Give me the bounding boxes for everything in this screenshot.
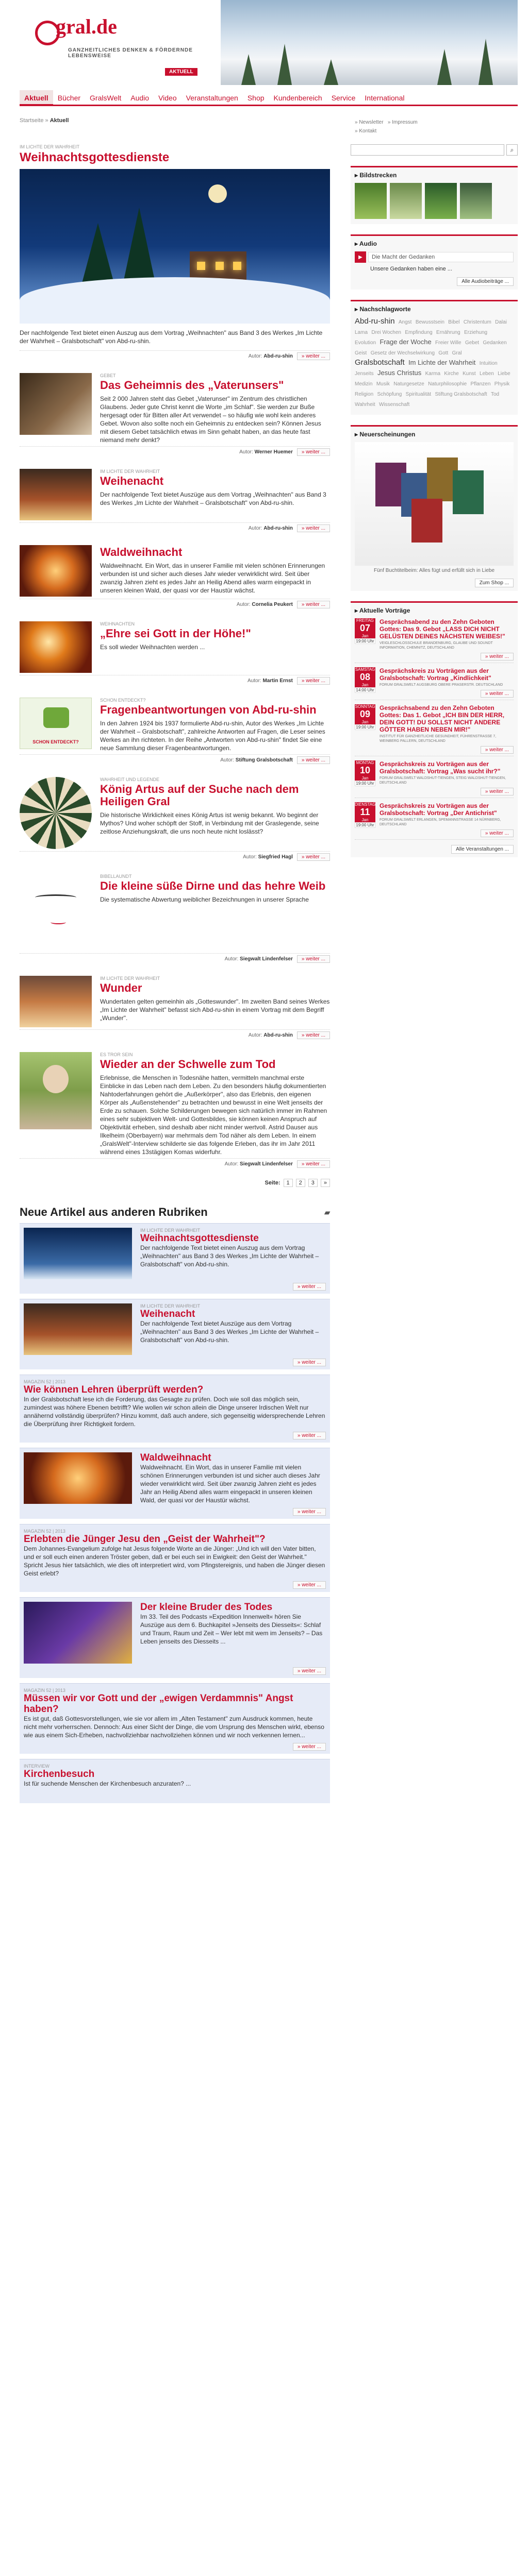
- audio-box: [351, 234, 518, 290]
- events-more-button[interactable]: Alle Veranstaltungen ...: [451, 845, 514, 854]
- tag-link[interactable]: Jenseits: [355, 371, 374, 377]
- tag-link[interactable]: Christentum: [463, 319, 491, 325]
- event-place: FORUM GRALSWELT AUGSBURG OBERE PRASERSTR. DEUTSCHLAND: [380, 683, 503, 687]
- tag-link[interactable]: Naturgesetze: [393, 381, 424, 387]
- tag-link[interactable]: Erziehung: [464, 330, 488, 335]
- article-weiter-button[interactable]: » weiter ...: [297, 1031, 330, 1039]
- article-author-bar: [20, 522, 330, 534]
- tag-link[interactable]: Bibel: [448, 319, 460, 325]
- event-title[interactable]: Gesprächskreis zu Vorträgen aus der Gralsbotschaft: Vortrag „Der Antichrist": [380, 802, 497, 817]
- article-author-bar: [20, 446, 330, 457]
- news-text: Der nachfolgende Text bietet einen Auszug aus dem Vortrag „Weihnachten" aus Band 3 des Werkes „Im Lichte der Wahrheit – Gralsbotschaft" von Abd-ru-shin.: [140, 1244, 319, 1268]
- article-weiter-button[interactable]: » weiter ...: [297, 601, 330, 608]
- tag-link[interactable]: Frage der Woche: [380, 338, 432, 346]
- fir-tree-icon: [81, 223, 114, 285]
- books-image[interactable]: [355, 442, 514, 566]
- news-title[interactable]: Erlebten die Jünger Jesu den „Geist der Wahrheit"?: [24, 1534, 266, 1545]
- news-weiter-button[interactable]: » weiter ...: [293, 1359, 326, 1366]
- article-item: [20, 621, 330, 673]
- books-more-button[interactable]: Zum Shop ...: [475, 579, 514, 587]
- article-weiter-button[interactable]: » weiter ...: [297, 448, 330, 456]
- tag-link[interactable]: Musik: [376, 381, 390, 387]
- news-item: [20, 1448, 330, 1519]
- nav-item-audio[interactable]: Audio: [130, 93, 150, 102]
- nav-item-shop[interactable]: Shop: [247, 93, 265, 102]
- tag-link[interactable]: Gralsbotschaft: [355, 358, 405, 367]
- tag-link[interactable]: Im Lichte der Wahrheit: [408, 359, 476, 366]
- logo[interactable]: [20, 0, 221, 85]
- event-title[interactable]: Gesprächskreis zu Vorträgen aus der Gralsbotschaft: Vortrag „Kindlichkeit": [380, 667, 491, 682]
- tag-link[interactable]: Geist: [355, 350, 367, 356]
- lips-sketch-icon: [51, 920, 66, 924]
- hero-weiter-button[interactable]: » weiter ...: [297, 352, 330, 360]
- header-banner-image: [221, 0, 518, 85]
- news-item: [20, 1524, 330, 1592]
- tags-heading: ▸ Nachschlagworte: [355, 306, 411, 313]
- portrait-face: [43, 1065, 69, 1093]
- pagination: [20, 1179, 330, 1187]
- breadcrumb-start[interactable]: Startseite: [20, 117, 44, 124]
- hero-image[interactable]: [20, 169, 330, 324]
- article-author-bar: [20, 1029, 330, 1041]
- article-author-bar: [20, 599, 330, 610]
- tag-cloud: [355, 317, 514, 410]
- article-thumbnail[interactable]: SCHON ENTDECKT?: [20, 698, 92, 749]
- book-cover: [411, 499, 442, 543]
- article-author: Autor: Werner Huemer: [239, 449, 293, 455]
- search-icon: ⌕: [510, 146, 514, 154]
- article-item: [20, 373, 330, 444]
- tag-link[interactable]: Angst: [398, 319, 412, 325]
- article-text: Waldweihnacht. Ein Wort, das in unserer Familie mit vielen schönen Erinnerungen verbunden ist und sicher auch dieses Jahr wieder verwirklicht wird. Seit über zwanzig Jahren zieht es jedes Jahr an Heilig Abend alles warm eingepackt in unseren kleinen Wald, der quasi vor der Haustür wächst.: [100, 562, 325, 594]
- article-text: Erlebnisse, die Menschen in Todesnähe hatten, vermitteln manchmal erste Einblicke in das Leben nach dem Leben. Zu den besonders häufig dokumentierten Nahtoderfahrungen gehört die „Außerkörper", also das Erlebnis, den eigenen Körper als „Außenstehender" zu betrachten und bewusst in eine Welt jenseits der Erde zu schauen. Solche Schilderungen bewegen sich natürlich immer im Rahmen eines sehr subjektiven Welt- und Gottesbildes, sie können keinen Anspruch auf Objektivität erheben, sind deshalb aber nicht minder wertvoll. Astrid Dauser aus Ilkelheim (Oberbayern) war mehrmals dem Tod näher als dem Leben. In einem „GralsWelt"-Interview schilderte sie das folgende Erleben, das ihr im Jahr 2011 während eines 13stägigen Komas widerfuhr.: [100, 1074, 327, 1156]
- news-item: [20, 1223, 330, 1294]
- nav-item-aktuell[interactable]: Aktuell: [20, 90, 53, 106]
- article-thumbnail[interactable]: [20, 976, 92, 1027]
- search-form: [351, 144, 518, 156]
- article-weiter-button[interactable]: » weiter ...: [297, 524, 330, 532]
- tag-link[interactable]: Jesus Christus: [377, 369, 422, 377]
- news-item: [20, 1683, 330, 1754]
- tag-link[interactable]: Wahrheit: [355, 402, 375, 408]
- audio-subtitle: Unsere Gedanken haben eine ...: [370, 266, 453, 272]
- tag-link[interactable]: Drei Wochen: [371, 330, 401, 335]
- hero-author-bar: [20, 350, 330, 362]
- calendar-badge: SAMSTAG 08 Jan 14:00 Uhr: [355, 667, 375, 692]
- article-thumbnail[interactable]: [20, 874, 92, 951]
- article-meta: IM LICHTE DER WAHRHEIT: [100, 469, 160, 474]
- hero-meta: IM LICHTE DER WAHRHEIT: [20, 144, 80, 149]
- tag-link[interactable]: Liebe: [498, 371, 510, 377]
- article-author: Autor: Cornelia Peukert: [236, 602, 293, 607]
- events-box: [351, 601, 518, 857]
- banner-tree-icon: [277, 44, 292, 85]
- event-place: VEIGLESCHLOSSCHULE BRANDENBURG, GLAUBE UND SOUNDT INFORMATION, CHEMNITZ, DEUTSCHLAND: [380, 641, 493, 650]
- news-title[interactable]: Weihnachtsgottesdienste: [140, 1233, 259, 1244]
- news-title[interactable]: Kirchenbesuch: [24, 1769, 95, 1780]
- nav-item-buecher[interactable]: Bücher: [57, 93, 81, 102]
- article-item: [20, 777, 330, 849]
- article-title[interactable]: Waldweihnacht: [100, 546, 183, 558]
- article-meta: SCHON ENTDECKT?: [100, 698, 146, 703]
- calendar-badge: DIENSTAG 11 Jan 19:00 Uhr: [355, 802, 376, 827]
- gallery-thumb[interactable]: [390, 183, 422, 219]
- article-title[interactable]: Die kleine süße Dirne und das hehre Weib: [100, 879, 326, 892]
- news-weiter-button[interactable]: » weiter ...: [293, 1667, 326, 1675]
- article-author: Autor: Stiftung Gralsbotschaft: [220, 757, 293, 763]
- play-icon[interactable]: ▶: [355, 251, 366, 263]
- article-thumbnail[interactable]: [20, 777, 92, 849]
- article-weiter-button[interactable]: » weiter ...: [297, 756, 330, 764]
- event-weiter-button[interactable]: » weiter ...: [481, 746, 514, 754]
- news-meta: INTERVIEW: [24, 1764, 50, 1769]
- article-author-bar: [20, 675, 330, 686]
- nav-item-international[interactable]: International: [365, 93, 405, 102]
- gallery-thumb[interactable]: [355, 183, 387, 219]
- article-meta: IM LICHTE DER WAHRHEIT: [100, 976, 160, 981]
- tag-link[interactable]: Bewusstsein: [415, 319, 444, 325]
- search-input[interactable]: [351, 144, 504, 156]
- utility-links: [355, 120, 418, 137]
- news-thumbnail[interactable]: [24, 1452, 132, 1504]
- news-thumbnail[interactable]: [24, 1602, 132, 1664]
- article-item: [20, 698, 330, 752]
- news-meta: MAGAZIN 52 | 2013: [24, 1379, 65, 1384]
- event-place: FORUM GRALSWELT WALDSHUT-TIENGEN, STEIG WALDSHUT-TIENGEN, DEUTSCHLAND: [380, 776, 506, 785]
- article-weiter-button[interactable]: » weiter ...: [297, 677, 330, 685]
- news-text: Im 33. Teil des Podcasts »Expedition Innenwelt« hören Sie Auszüge aus dem 6. Buchkapitel »Jenseits des Diesseits«: Schlaf und Traum, Raum und Zeit – Wer lebt mit wem im Jenseits? – Das Leben jenseits des Diesseits ...: [140, 1613, 323, 1645]
- books-heading: ▸ Neuerscheinungen: [355, 431, 416, 438]
- breadcrumb: Startseite » Aktuell: [20, 117, 69, 124]
- news-text: In der Gralsbotschaft lese ich die Forderung, das Gesagte zu prüfen. Doch wie soll das möglich sein, zumindest was höhere Ebenen betrifft? Wie wollen wir schon allein die Dinge unserer Irdischen Welt nur annähernd vollständig überprüfen? Hinzu kommt, daß auch andere, sich gegenseitig widersprechende Lehren die Überprüfung ihrer Richtigkeit fordern.: [24, 1396, 325, 1428]
- main-content: [20, 144, 330, 1808]
- audio-title[interactable]: Die Macht der Gedanken: [368, 252, 514, 262]
- page-next[interactable]: »: [321, 1179, 330, 1187]
- tag-link[interactable]: Stiftung Gralsbotschaft: [435, 392, 487, 397]
- event-place: FORUM GRALSWELT ERLANGEN, SPEMANNSTRASSE 14 NÜRNBERG, DEUTSCHLAND: [380, 818, 501, 826]
- gallery-thumb[interactable]: [460, 183, 492, 219]
- tag-link[interactable]: Medizin: [355, 381, 373, 387]
- page-2[interactable]: 2: [296, 1179, 305, 1187]
- nav-item-gralswelt[interactable]: GralsWelt: [90, 93, 122, 102]
- binoculars-icon: [43, 707, 69, 728]
- article-author: Autor: Martin Ernst: [248, 678, 293, 684]
- logo-text: gral.de: [56, 15, 117, 38]
- tag-link[interactable]: Gral: [452, 350, 462, 356]
- article-author-bar: [20, 953, 330, 964]
- tag-link[interactable]: Gesetz der Wechselwirkung: [370, 350, 435, 356]
- news-text: Der nachfolgende Text bietet Auszüge aus dem Vortrag „Weihnachten" aus Band 3 des Werkes „Im Lichte der Wahrheit – Gralsbotschaft" von Abd-ru-shin.: [140, 1320, 319, 1344]
- article-item: [20, 1052, 330, 1156]
- bildstrecken-heading: ▸ Bildstrecken: [355, 172, 397, 179]
- sidebar: [351, 144, 518, 868]
- impressum-link[interactable]: » Impressum: [387, 120, 418, 125]
- news-title[interactable]: Müssen wir vor Gott und der „ewigen Verdammnis" Angst haben?: [24, 1693, 293, 1715]
- tag-link[interactable]: Spiritualität: [405, 392, 432, 397]
- article-author: Autor: Siegfried Hagl: [243, 854, 293, 860]
- events-heading: ▸ Aktuelle Vorträge: [355, 607, 410, 614]
- article-author: Autor: Abd-ru-shin: [248, 1032, 293, 1038]
- news-title[interactable]: Waldweihnacht: [140, 1452, 211, 1463]
- news-meta: IM LICHTE DER WAHRHEIT: [140, 1228, 201, 1233]
- calendar-badge: MONTAG 10 Jan 19:00 Uhr: [355, 760, 375, 794]
- event-title[interactable]: Gesprächsabend zu den Zehn Geboten Gottes: Das 9. Gebot „LASS DICH NICHT GELÜSTEN DEINES NÄCHSTEN WEIBES!": [380, 618, 505, 640]
- nav-item-kundenbereich[interactable]: Kundenbereich: [273, 93, 322, 102]
- article-text: Es soll wieder Weihnachten werden ...: [100, 643, 205, 651]
- article-thumbnail[interactable]: [20, 621, 92, 673]
- tag-link[interactable]: Empfindung: [405, 330, 433, 335]
- news-weiter-button[interactable]: » weiter ...: [293, 1432, 326, 1439]
- banner-tree-icon: [324, 59, 338, 85]
- event-title[interactable]: Gesprächskreis zu Vorträgen aus der Gralsbotschaft: Vortrag „Was sucht ihr?": [380, 760, 501, 775]
- event-weiter-button[interactable]: » weiter ...: [481, 829, 514, 837]
- article-author-bar: [20, 754, 330, 766]
- event-item[interactable]: [355, 618, 514, 663]
- tag-link[interactable]: Religion: [355, 392, 374, 397]
- news-meta: MAGAZIN 52 | 2013: [24, 1688, 65, 1693]
- article-title[interactable]: Weihenacht: [100, 474, 164, 487]
- eye-sketch-icon: [35, 894, 76, 901]
- article-meta: ES TROR SEIN: [100, 1052, 133, 1057]
- news-weiter-button[interactable]: » weiter ...: [293, 1581, 326, 1589]
- bildstrecken-thumbs: [355, 183, 514, 219]
- section-badge: AKTUELL: [165, 68, 197, 76]
- tag-link[interactable]: Naturphilosophie: [428, 381, 467, 387]
- article-text: Wundertaten gelten gemeinhin als „Gotteswunder". Im zweiten Band seines Werkes „Im Lichte der Wahrheit" befasst sich Abd-ru-shin in einem Vortrag mit dem Begriff „Wunder".: [100, 998, 330, 1022]
- article-item: [20, 976, 330, 1027]
- books-caption: Fünf Buchtitelbeim: Alles fügt und erfüllt sich in Liebe: [373, 568, 495, 573]
- news-title[interactable]: Wie können Lehren überprüft werden?: [24, 1384, 204, 1395]
- news-text: Waldweihnacht. Ein Wort, das in unserer Familie mit vielen schönen Erinnerungen verbunden ist und sicher auch dieses Jahr wieder verwirklicht wird. Seit über zwanzig Jahren zieht es jedes Jahr an Heilig Abend alles warm eingepackt in unseren kleinen Wald, der quasi vor der Haustür wächst.: [140, 1464, 320, 1504]
- tag-link[interactable]: Physik: [494, 381, 510, 387]
- kontakt-link[interactable]: » Kontakt: [355, 128, 377, 134]
- news-heading: Neue Artikel aus anderen Rubriken ▰: [20, 1206, 330, 1218]
- news-meta: IM LICHTE DER WAHRHEIT: [140, 1303, 201, 1309]
- article-title[interactable]: „Ehre sei Gott in der Höhe!": [100, 627, 251, 640]
- event-title[interactable]: Gesprächsabend zu den Zehn Geboten Gottes: Das 1. Gebot „ICH BIN DER HERR, DEIN GOTT! DU SOLLST NICHT ANDERE GÖTTER HABEN NEBEN MIR!": [380, 704, 505, 733]
- article-text: Die systematische Abwertung weiblicher Bezeichnungen in unserer Sprache: [100, 896, 309, 903]
- article-meta: BIBELLAUNDT: [100, 874, 132, 879]
- article-text: Die historische Wirklichkeit eines König Artus ist wenig bekannt. Wo beginnt der Mythos? Und woher schöpft der Stoff, in Verbindung mit der Graslegende, seine zeitlose Anziehungskraft, die uns noch heute nicht loslässt?: [100, 811, 319, 835]
- tag-link[interactable]: Pflanzen: [470, 381, 491, 387]
- news-weiter-button[interactable]: » weiter ...: [293, 1743, 326, 1751]
- tag-link[interactable]: Kirche: [444, 371, 459, 377]
- event-weiter-button[interactable]: » weiter ...: [481, 653, 514, 660]
- article-author: Autor: Siegwalt Lindenfelser: [224, 956, 293, 962]
- page-1[interactable]: 1: [284, 1179, 293, 1187]
- article-author-bar: [20, 851, 330, 862]
- news-thumbnail[interactable]: [24, 1303, 132, 1355]
- event-item[interactable]: [355, 667, 514, 700]
- calendar-badge: SONNTAG 09 Jan 19:00 Uhr: [355, 704, 375, 730]
- main-nav: [20, 91, 518, 106]
- nav-item-veranstaltungen[interactable]: Veranstaltungen: [186, 93, 238, 102]
- breadcrumb-current: Aktuell: [50, 117, 69, 124]
- article-item: [20, 545, 330, 597]
- article-thumbnail[interactable]: [20, 373, 92, 435]
- event-place: INSTITUT FÜR GANZHEITLICHE GESUNDHEIT, FÜHRENSTRASSE 7, WEINBERG PALLERN, DEUTSCHLAND: [380, 735, 497, 743]
- article-meta: GEBET: [100, 373, 116, 378]
- article-weiter-button[interactable]: » weiter ...: [297, 1160, 330, 1168]
- tag-link[interactable]: Evolution: [355, 340, 376, 346]
- fir-tree-icon: [123, 208, 156, 285]
- header: [20, 0, 518, 91]
- news-thumbnail[interactable]: [24, 1228, 132, 1279]
- article-weiter-button[interactable]: » weiter ...: [297, 955, 330, 963]
- folder-icon: ▰: [324, 1208, 330, 1216]
- logo-tagline: GANZHEITLICHES DENKEN & FÖRDERNDE LEBENSWEISE: [68, 47, 193, 59]
- tags-box: [351, 300, 518, 415]
- tag-link[interactable]: Wissenschaft: [379, 402, 410, 408]
- search-button[interactable]: [506, 144, 518, 156]
- banner-tree-icon: [437, 49, 452, 85]
- article-meta: WAHRHEIT UND LEGENDE: [100, 777, 160, 782]
- tag-link[interactable]: Karma: [425, 371, 441, 377]
- article-weiter-button[interactable]: » weiter ...: [297, 853, 330, 861]
- article-text: Seit 2 000 Jahren steht das Gebet „Vaterunser" im Zentrum des christlichen Glaubens. Jeder gute Christ kennt die Worte „im Schlaf". Sie werden zur Buße hergesagt oder für Bitten aller Art verwendet – so häufig wie wohl kein anderes Gebet. Wovon also sollte noch ein Geheimnis zu entdecken sein? Können Jesus mit diesem Gebet tatsächlich etwas im Sinn gehabt haben, an das heute fast niemand mehr denkt?: [100, 395, 321, 444]
- tag-link[interactable]: Schöpfung: [377, 392, 402, 397]
- banner-tree-icon: [241, 54, 256, 85]
- tag-link[interactable]: Ernährung: [436, 330, 460, 335]
- article-author: Autor: Siegwalt Lindenfelser: [224, 1161, 293, 1167]
- news-text: Es ist gut, daß Gottesvorstellungen, wie sie vor allem im „Alten Testament" zum Ausdruck kommen, heute nicht mehr vorherrschen. Dennoch: Aus einer Sicht der Dinge, die vom Ursprung des Menschen wirkt, ebenso wie aus einem Sich-Erheben, nachvollziehbar nachvollziehen können und wir noch verkennen lernen...: [24, 1715, 324, 1739]
- article-text: Der nachfolgende Text bietet Auszüge aus dem Vortrag „Weihnachten" aus Band 3 des Werkes „Im Lichte der Wahrheit – Gralsbotschaft" von Abd-ru-shin.: [100, 491, 326, 506]
- article-title[interactable]: Fragenbeantwortungen von Abd-ru-shin: [100, 703, 317, 716]
- bildstrecken-box: [351, 166, 518, 224]
- article-meta: WEIHNACHTEN: [100, 621, 135, 626]
- hero-title[interactable]: Weihnachtsgottesdienste: [20, 150, 170, 164]
- event-item[interactable]: [355, 704, 514, 756]
- tag-link[interactable]: Intuition: [479, 361, 498, 366]
- tag-link[interactable]: Leben: [480, 371, 494, 377]
- article-item: [20, 874, 330, 951]
- books-box: [351, 425, 518, 591]
- tag-link[interactable]: Kunst: [463, 371, 476, 377]
- tag-link[interactable]: Tod: [490, 392, 500, 397]
- article-item: [20, 469, 330, 520]
- hero-author: Autor: Abd-ru-shin: [248, 353, 293, 359]
- article-title[interactable]: König Artus auf der Suche nach dem Heiligen Gral: [100, 783, 299, 808]
- news-weiter-button[interactable]: » weiter ...: [293, 1508, 326, 1516]
- article-text: In den Jahren 1924 bis 1937 formulierte Abd-ru-shin, Autor des Werkes „Im Lichte der Wahrheit – Gralsbotschaft", zahlreiche Antworten auf Fragen, die Leser seines Werkes an ihn richteten. In der Reihe „Antworten von Abd-ru-shin" findet Sie eine neue Sammlung dieser Fragenbeantwortungen.: [100, 720, 325, 752]
- article-thumbnail[interactable]: [20, 1052, 92, 1129]
- news-text: Dem Johannes-Evangelium zufolge hat Jesus folgende Worte an die Jünger: „Und ich will den Vater bitten, und er soll euch einen anderen Tröster geben, daß er bei euch sei in Ewigkeit: den Geist der Wahrheit." Spricht Jesus hier tatsächlich, wie dies oft interpretiert wird, vom Pfingstereignis, und haben die Jünger diesen Geist erlebt?: [24, 1545, 325, 1577]
- nav-item-service[interactable]: Service: [331, 93, 356, 102]
- news-meta: MAGAZIN 52 | 2013: [24, 1529, 65, 1534]
- event-weiter-button[interactable]: » weiter ...: [481, 788, 514, 795]
- news-item: [20, 1375, 330, 1443]
- article-thumbnail[interactable]: [20, 469, 92, 520]
- snow-ground: [20, 277, 330, 324]
- banner-tree-icon: [478, 39, 493, 85]
- event-item[interactable]: [355, 802, 514, 840]
- audio-more-button[interactable]: Alle Audiobeiträge ...: [457, 277, 514, 286]
- newsletter-link[interactable]: » Newsletter: [355, 120, 384, 125]
- article-title[interactable]: Das Geheimnis des „Vaterunsers": [100, 379, 284, 392]
- event-weiter-button[interactable]: » weiter ...: [481, 690, 514, 698]
- news-title[interactable]: Weihenacht: [140, 1309, 195, 1319]
- news-weiter-button[interactable]: » weiter ...: [293, 1283, 326, 1291]
- news-item: [20, 1597, 330, 1678]
- moon-icon: [208, 184, 227, 203]
- calendar-badge: FREITAG 07 Jan 19:00 Uhr: [355, 618, 375, 659]
- tag-link[interactable]: Dalai Lama: [355, 319, 507, 335]
- article-title[interactable]: Wunder: [100, 981, 142, 994]
- tag-link[interactable]: Freier Wille: [435, 340, 461, 346]
- book-cover: [453, 470, 484, 514]
- news-title[interactable]: Der kleine Bruder des Todes: [140, 1602, 273, 1613]
- tag-link[interactable]: Gedanken: [483, 340, 507, 346]
- audio-heading: ▸ Audio: [355, 240, 377, 247]
- article-author: Autor: Abd-ru-shin: [248, 526, 293, 531]
- tag-link[interactable]: Abd-ru-shin: [355, 317, 395, 326]
- hero-text: Der nachfolgende Text bietet einen Auszug aus dem Vortrag „Weihnachten" aus Band 3 des Werkes „Im Lichte der Wahrheit – Gralsbotschaft" von Abd-ru-shin.: [20, 329, 323, 345]
- article-title[interactable]: Wieder an der Schwelle zum Tod: [100, 1058, 276, 1071]
- news-item: [20, 1759, 330, 1803]
- page-3[interactable]: 3: [308, 1179, 318, 1187]
- news-item: [20, 1299, 330, 1369]
- article-author-bar: [20, 1158, 330, 1170]
- article-thumbnail[interactable]: [20, 545, 92, 597]
- nav-item-video[interactable]: Video: [158, 93, 177, 102]
- gallery-thumb[interactable]: [425, 183, 457, 219]
- event-item[interactable]: [355, 760, 514, 798]
- tag-link[interactable]: Gebet: [465, 340, 480, 346]
- news-text: Ist für suchende Menschen der Kirchenbesuch anzuraten? ...: [24, 1780, 191, 1787]
- tag-link[interactable]: Gott: [438, 350, 449, 356]
- pagination-label: Seite:: [265, 1180, 280, 1186]
